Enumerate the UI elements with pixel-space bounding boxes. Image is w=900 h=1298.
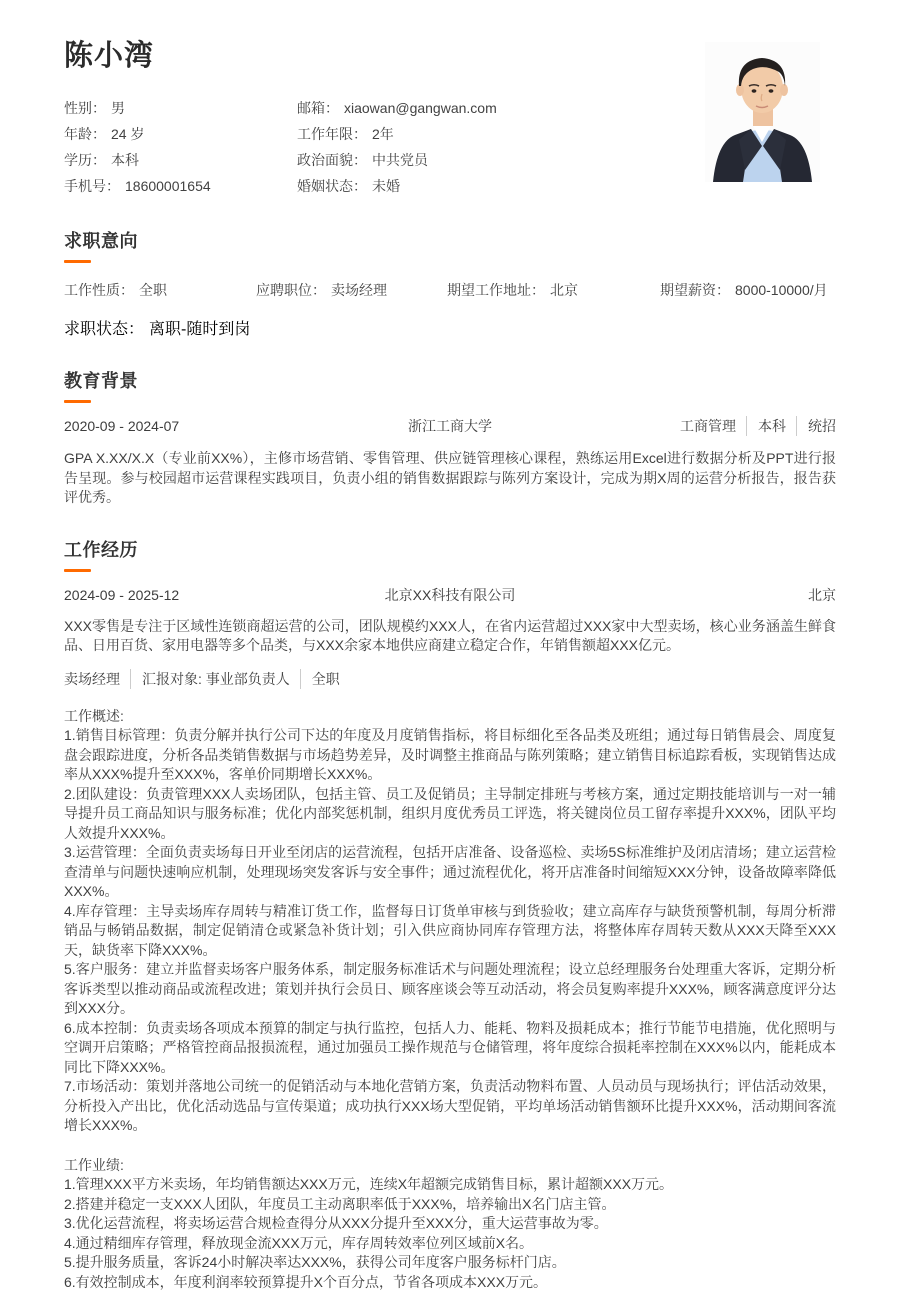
education-school: 浙江工商大学 — [408, 418, 492, 434]
work-period: 2024-09 - 2025-12 — [64, 586, 180, 603]
field-value: 中共党员 — [372, 152, 428, 168]
intent-field — [256, 280, 447, 300]
field-label: 工作性质： — [64, 282, 134, 298]
duty-item: 1.销售目标管理：负责分解并执行公司下达的年度及月度销售指标，将目标细化至各品类及班组；通过每日销售晨会、周度复盘会跟踪进度，分析各品类销售数据与市场趋势差异，及时调整主推商品与陈列策略；建立销售目标追踪看板，实现销售达成率从XXX%提升至XXX%，客单价同期增长XXX%。 — [64, 727, 836, 782]
section-education — [64, 369, 836, 508]
title-underline — [64, 400, 91, 403]
achievement-item: 3.优化运营流程，将卖场运营合规检查得分从XXX分提升至XXX分，重大运营事故为零。 — [64, 1215, 608, 1231]
duty-item: 6.成本控制：负责卖场各项成本预算的制定与执行监控，包括人力、能耗、物料及损耗成本；推行节能节电措施，优化照明与空调开启策略；严格管控商品报损流程，通过加强员工操作规范与仓储管理，将年度综合损耗率控制在XXX%以内，能耗成本同比下降XXX%。 — [64, 1019, 836, 1075]
candidate-name: 陈小湾 — [64, 40, 155, 72]
field-value: 男 — [111, 100, 125, 116]
duty-item: 3.运营管理：全面负责卖场每日开业至闭店的运营流程，包括开店准备、设备巡检、卖场5S标准维护及闭店清场；建立运营检查清单与问题快速响应机制，处理现场突发客诉与安全事件；通过流程优化，将开店准备时间缩短XXX分钟，设备故障率降低XXX%。 — [64, 844, 836, 899]
field-label: 政治面貌： — [297, 152, 367, 168]
section-title-intent: 求职意向 — [64, 231, 138, 251]
field-value: 24 岁 — [111, 126, 145, 142]
position-tag: 全职 — [300, 669, 340, 689]
field-value: 本科 — [111, 152, 139, 168]
work-overview — [64, 707, 836, 1136]
section-title-work: 工作经历 — [64, 539, 138, 560]
section-job-intent — [64, 229, 836, 339]
position-info — [64, 669, 836, 689]
position-tag: 汇报对象: 事业部负责人 — [130, 669, 290, 689]
field-label: 应聘职位： — [256, 282, 326, 298]
duty-list — [64, 726, 836, 1136]
education-tag: 统招 — [796, 416, 836, 436]
duty-item: 2.团队建设：负责管理XXX人卖场团队，包括主管、员工及促销员；主导制定排班与考核方案，通过定期技能培训与一对一辅导提升员工商品知识与服务标准；优化内部奖惩机制，组织月度优秀员工评选，将关键岗位员工留存率提升XXX%，团队平均人效提升XXX%。 — [64, 785, 836, 841]
field-value: 未婚 — [372, 178, 400, 194]
profile-photo-illustration — [705, 42, 820, 182]
duty-item: 7.市场活动：策划并落地公司统一的促销活动与本地化营销方案，负责活动物料布置、人员动员与现场执行；评估活动效果，分析投入产出比，优化活动选品与宣传渠道；成功执行XXX场大型促销，平均单场活动销售额环比提升XXX%，活动期间客流增长XXX%。 — [64, 1078, 836, 1133]
achievement-item: 2.搭建并稳定一支XXX人团队，年度员工主动离职率低于XXX%，培养输出X名门店主管。 — [64, 1195, 616, 1212]
achievement-list — [64, 1175, 836, 1292]
education-description: GPA X.XX/X.X（专业前XX%），主修市场营销、零售管理、供应链管理核心课程，熟练运用Excel进行数据分析及PPT进行报告呈现。参与校园超市运营课程实践项目，负责小组的销售数据跟踪与陈列方案设计，完成为期X周的运营分析报告，报告获评优秀。 — [64, 450, 836, 505]
achievements-heading: 工作业绩: — [64, 1156, 124, 1173]
education-tag: 本科 — [746, 416, 786, 436]
work-location: 北京 — [808, 586, 836, 603]
title-underline — [64, 569, 91, 572]
field-label: 工作年限： — [297, 126, 367, 142]
intent-field — [64, 280, 256, 300]
section-work-experience — [64, 538, 836, 1293]
personal-info-field — [64, 121, 297, 147]
field-value: 全职 — [139, 282, 167, 298]
title-underline — [64, 260, 91, 263]
position-tag: 卖场经理 — [64, 670, 120, 687]
field-label: 手机号： — [64, 178, 120, 194]
field-label: 年龄： — [64, 126, 106, 142]
personal-info-field — [64, 173, 297, 199]
work-entry-header — [64, 585, 836, 605]
field-value: 2年 — [372, 126, 394, 142]
field-value: 离职-随时到岗 — [149, 321, 251, 338]
intent-field — [660, 280, 836, 300]
field-value: 北京 — [550, 282, 578, 298]
personal-info-field — [64, 147, 297, 173]
field-value: xiaowan@gangwan.com — [344, 100, 497, 116]
field-value: 8000-10000/月 — [735, 282, 828, 298]
achievement-item: 5.提升服务质量，客诉24小时解决率达XXX%，获得公司年度客户服务标杆门店。 — [64, 1254, 566, 1270]
field-value: 卖场经理 — [331, 282, 387, 298]
achievement-item: 6.有效控制成本，年度利润率较预算提升X个百分点，节省各项成本XXX万元。 — [64, 1273, 548, 1290]
field-label: 性别： — [64, 100, 106, 116]
achievement-item: 4.通过精细库存管理，释放现金流XXX万元，库存周转效率位列区域前X名。 — [64, 1234, 534, 1251]
education-tag: 工商管理 — [680, 418, 736, 434]
field-label: 婚姻状态： — [297, 178, 367, 194]
duty-item: 5.客户服务：建立并监督卖场客户服务体系，制定服务标准话术与问题处理流程；设立总经理服务台处理重大客诉，定期分析客诉类型以推动商品或流程改进；策划并执行会员日、顾客座谈会等互动活动，将会员复购率提升XXX%，顾客满意度评分达到XXX分。 — [64, 961, 836, 1016]
education-tags — [620, 416, 836, 436]
field-label: 期望工作地址： — [447, 282, 545, 298]
achievement-item: 1.管理XXX平方米卖场，年均销售额达XXX万元，连续X年超额完成销售目标，累计超额XXX万元。 — [64, 1176, 674, 1192]
section-title-education: 教育背景 — [64, 371, 138, 391]
work-overview-heading: 工作概述: — [64, 707, 124, 724]
intent-fields — [64, 280, 836, 300]
profile-photo — [705, 42, 820, 182]
personal-info-left — [64, 95, 297, 199]
education-period: 2020-09 - 2024-07 — [64, 418, 180, 434]
resume-header — [64, 40, 836, 199]
work-company: 北京XX科技有限公司 — [384, 586, 516, 603]
field-label: 期望薪资： — [660, 282, 730, 298]
field-label: 学历： — [64, 152, 106, 168]
field-label: 求职状态： — [64, 321, 145, 338]
field-label: 邮箱： — [297, 100, 339, 116]
field-value: 18600001654 — [125, 178, 211, 194]
job-seeking-status — [64, 316, 836, 339]
company-intro: XXX零售是专注于区域性连锁商超运营的公司，团队规模约XXX人，在省内运营超过XXX家中大型卖场，核心业务涵盖生鲜食品、日用百货、家用电器等多个品类，与XXX余家本地供应商建立稳定合作，年销售额超XXX亿元。 — [64, 617, 836, 653]
intent-field — [447, 280, 660, 300]
duty-item: 4.库存管理：主导卖场库存周转与精准订货工作，监督每日订货单审核与到货验收；建立高库存与缺货预警机制，每周分析滞销品与畅销品数据，制定促销清仓或紧急补货计划；引入供应商协同库存管理方法，将整体库存周转天数从XXX天降至XXX天，缺货率下降XXX%。 — [64, 902, 836, 958]
personal-info-field — [64, 95, 297, 121]
education-entry-header — [64, 416, 836, 436]
